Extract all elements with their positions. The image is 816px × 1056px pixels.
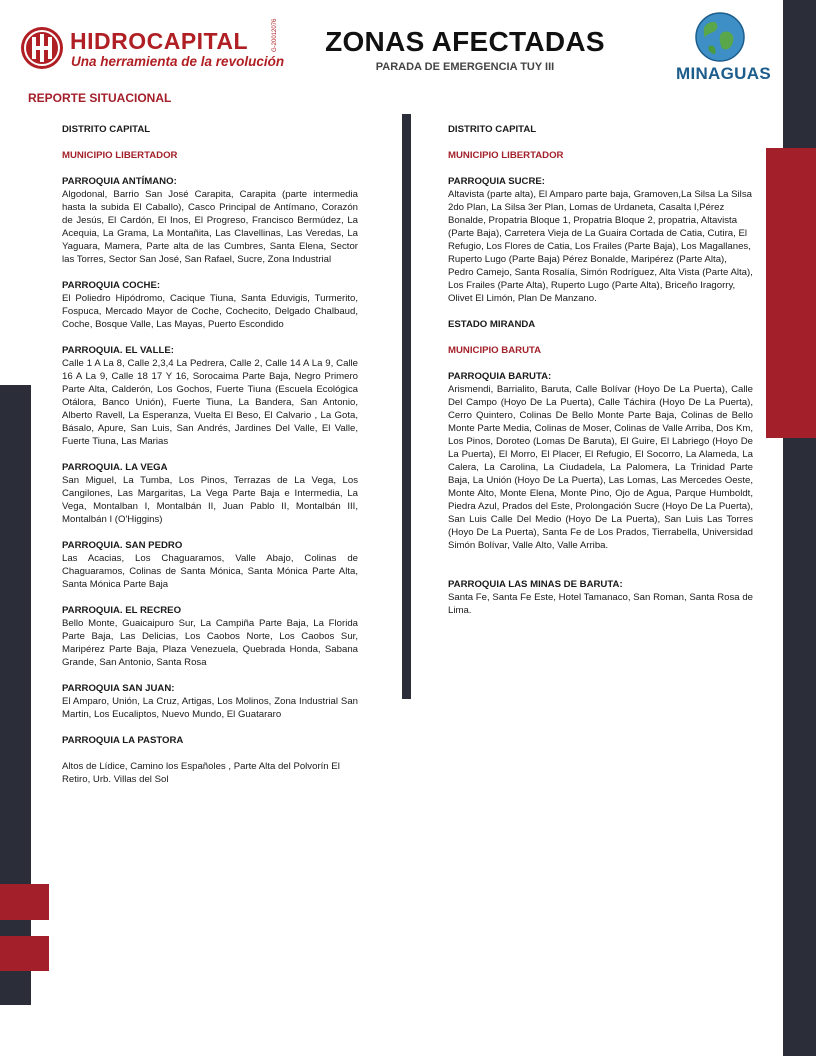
column-divider bbox=[402, 114, 411, 699]
left-red-block-bottom bbox=[0, 936, 49, 971]
municipality-heading: MUNICIPIO LIBERTADOR bbox=[62, 150, 178, 161]
district-heading: DISTRITO CAPITAL bbox=[448, 124, 537, 135]
parish-title: PARROQUIA. EL RECREO bbox=[62, 605, 182, 616]
logo-name: HIDROCAPITAL bbox=[70, 28, 249, 54]
right-column bbox=[448, 123, 753, 617]
parish-zones: Altavista (parte alta), El Amparo parte baja, Gramoven,La Silsa La Silsa 2do Plan, La Silsa 3er Plan, Lomas de Urdaneta, Casalta I,Pérez Bonalde, Propatria Bloque 1, Propatria Bloque 2, propatria, Altavista (Parte Baja), Carretera Vieja de La Guaira Cortada de Catia, Cutira, El Refugio, Los Flores de Catia, Los Frailes (Parte Baja), Los Magallanes, Ruperto Lugo (Parte Baja) Pérez Bonalde, Maripérez (Parte Alta), Pedro Camejo, Santa Rosalía, Simón Rodríguez, Alta Vista (Parte Alta), Los Frailes (Parte Alta), Ruperto Lugo (Parte Alta), Briceño Iragorry, Olivet El Limón, Plan De Manzano. bbox=[448, 189, 753, 304]
parish-title: PARROQUIA ANTÍMANO: bbox=[62, 176, 177, 187]
parish-zones: San Miguel, La Tumba, Los Pinos, Terrazas de La Vega, Los Cangilones, Las Margaritas, La Vega Parte Baja e Intermedia, La Vega, Montalban I, Montalbán II, Juan Pablo II, Montalbán III, Montalbán I (O'Higgins) bbox=[62, 475, 358, 525]
parish-title: PARROQUIA. SAN PEDRO bbox=[62, 540, 183, 551]
hidrocapital-logo-icon bbox=[20, 26, 64, 70]
district-heading: DISTRITO CAPITAL bbox=[62, 124, 151, 135]
parish-title: PARROQUIA COCHE: bbox=[62, 280, 161, 291]
parish-title: PARROQUIA SAN JUAN: bbox=[62, 683, 175, 694]
left-column bbox=[62, 123, 358, 786]
left-red-block-top bbox=[0, 884, 49, 920]
parish-zones: Calle 1 A La 8, Calle 2,3,4 La Pedrera, Calle 2, Calle 14 A La 9, Calle 16 A La 9, Calle 18 17 Y 16, Sorocaima Parte Baja, Negro Primero Parte Alta, Calderón, Los Gochos, Fuerte Tiuna (Escuela Ecológica Otálora, Banco Unión), Fuerte Tiuna, La Bandera, San Antonio, Alberto Ravell, La Esperanza, Vuelta El Beso, El Calvario , La Gota, Básalo, Apure, San Luis, San Andrés, Jardines Del Valle, El Valle, Fuerte Tiuna, Las Marias bbox=[62, 358, 358, 447]
globe-icon bbox=[695, 12, 745, 62]
parish-zones: Arismendi, Barrialito, Baruta, Calle Bolívar (Hoyo De La Puerta), Calle Del Campo (Hoyo De La Puerta), Calle Táchira (Hoyo De La Puerta), Cerro Quintero, Colinas De Bello Monte Parte Baja, Colinas de Bello Monte Parte Media, Colinas de Moser, Colinas de Valle Arriba, Dos Km, Los Pinos, Doroteo (Lomas De Baruta), El Guire, El Labriego (Hoyo De La Puerta), El Morro, El Placer, El Refugio, El Socorro, La Alameda, La Calera, La Carolina, La Ciudadela, La Palomera, La Trinidad Parte Baja, La Unión (Hoyo De La Puerta), Las Lomas, Las Mercedes Oeste, Monte Alto, Monte Elena, Monte Pino, Ojo de Agua, Parque Humboldt, Piedra Azul, Prados del Este, Prolongación Sucre (Hoyo De La Puerta), San Luis Calle Del Medio (Hoyo De La Puerta), San Luis Las Torres (Hoyo De La Puerta), Santa Fe de Los Prados, Tierrabella, Universidad Simón Bolívar, Valle Alto, Valle Arriba. bbox=[448, 384, 753, 551]
right-red-bar bbox=[766, 148, 816, 438]
parish-title: PARROQUIA. LA VEGA bbox=[62, 462, 168, 473]
parish-title: PARROQUIA LAS MINAS DE BARUTA: bbox=[448, 579, 623, 590]
page-subtitle: PARADA DE EMERGENCIA TUY III bbox=[375, 61, 555, 73]
parish-zones: El Amparo, Unión, La Cruz, Artigas, Los Molinos, Zona Industrial San Martin, Los Eucaliptos, Nuevo Mundo, El Guatararo bbox=[62, 696, 358, 720]
parish-zones: Altos de Lídice, Camino los Españoles , Parte Alta del Polvorín El Retiro, Urb. Villas del Sol bbox=[62, 761, 340, 785]
parish-title: PARROQUIA SUCRE: bbox=[448, 176, 546, 187]
municipality-heading: MUNICIPIO LIBERTADOR bbox=[448, 150, 564, 161]
page-title: ZONAS AFECTADAS bbox=[325, 26, 605, 57]
logo-tagline: Una herramienta de la revolución bbox=[71, 54, 285, 69]
parish-zones: El Poliedro Hipódromo, Cacique Tiuna, Santa Eduvigis, Turmerito, Fospuca, Mercado Mayor de Coche, Cochecito, Delgado Chalbaud, Coche, Bosque Valle, Las Mayas, Puerto Escondido bbox=[62, 293, 358, 330]
parish-title: PARROQUIA. EL VALLE: bbox=[62, 345, 174, 356]
parish-zones: Algodonal, Barrio San José Carapita, Carapita (parte intermedia hasta la subida El Caballo), Casco Principal de Antímano, Corazón de Jesús, El Cardón, El Inos, El Progreso, Francisco Bermúdez, La Acequia, La Grama, La Montañita, Las Clavellinas, Las Veredas, La Yaguara, Mamera, Parte alta de las Cumbres, Santa Elena, Sector las Torres, Sector San José, San Rafael, Sucre, Zona Industrial bbox=[62, 189, 358, 265]
report-title: REPORTE SITUACIONAL bbox=[28, 91, 172, 105]
parish-zones: Bello Monte, Guaicaipuro Sur, La Campiña Parte Baja, La Florida Parte Baja, Las Delicias, Los Caobos Norte, Los Caobos Sur, Maripérez Parte Baja, Plaza Venezuela, Quebrada Honda, Sabana Grande, San Antonio, Santa Rosa bbox=[62, 618, 358, 668]
municipality-heading: MUNICIPIO BARUTA bbox=[448, 345, 542, 356]
parish-title: PARROQUIA LA PASTORA bbox=[62, 735, 184, 746]
minaguas-label: MINAGUAS bbox=[676, 64, 771, 83]
state-heading: ESTADO MIRANDA bbox=[448, 319, 536, 330]
parish-zones: Santa Fe, Santa Fe Este, Hotel Tamanaco, San Roman, Santa Rosa de Lima. bbox=[448, 592, 753, 616]
minaguas-logo bbox=[676, 12, 771, 88]
hidrocapital-logo bbox=[20, 18, 285, 75]
logo-rif: G-20012076 bbox=[272, 18, 278, 52]
parish-title: PARROQUIA BARUTA: bbox=[448, 371, 552, 382]
parish-zones: Las Acacias, Los Chaguaramos, Valle Abajo, Colinas de Chaguaramos, Colinas de Santa Mónica, Santa Mónica Parte Alta, Santa Mónica Parte Baja bbox=[62, 553, 358, 590]
